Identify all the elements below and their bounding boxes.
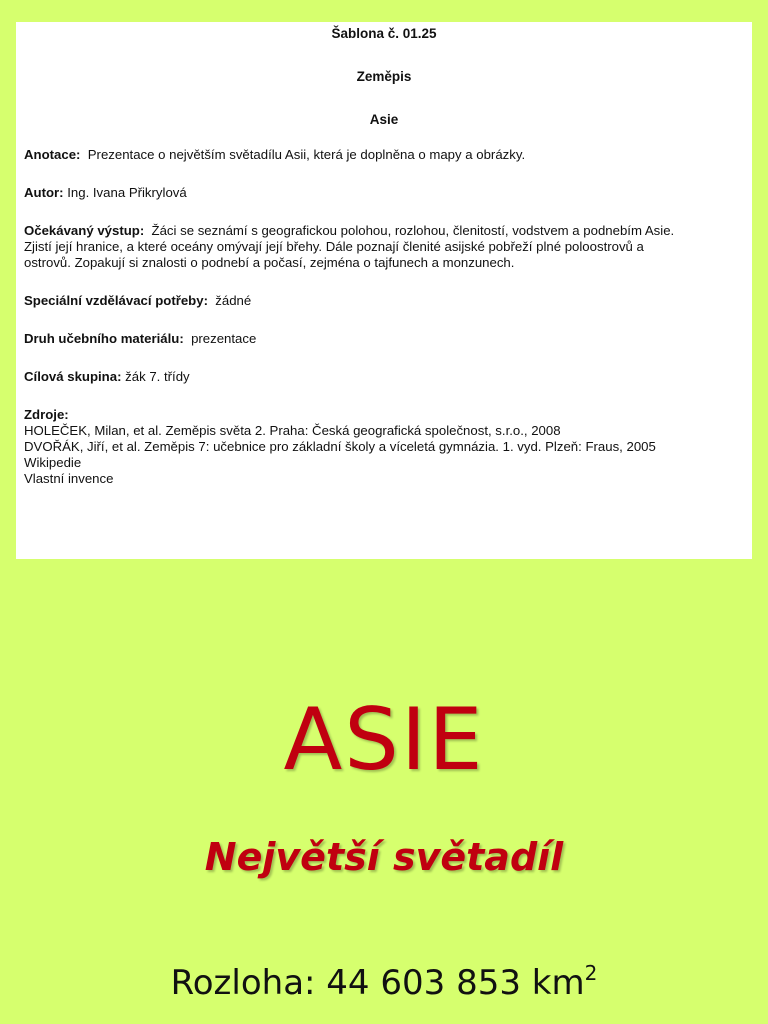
material-field <box>24 331 744 347</box>
group-text: žák 7. třídy <box>125 369 190 384</box>
outcome-line: Zjistí její hranice, a které oceány omývají její břehy. Dále poznají členité asijské pobřeží plné poloostrovů a <box>24 239 644 254</box>
outcome-line: Žáci se seznámí s geografickou polohou, rozlohou, členitostí, vodstvem a podnebím Asie. <box>151 223 675 238</box>
source-item: DVOŘÁK, Jiří, et al. Zeměpis 7: učebnice pro základní školy a víceletá gymnázia. 1. vyd. Plzeň: Fraus, 2005 <box>24 439 656 454</box>
needs-field <box>24 293 744 309</box>
topic-heading: Asie <box>369 112 399 127</box>
annotation-text: Prezentace o největším světadílu Asii, která je doplněna o mapy a obrázky. <box>87 147 526 162</box>
annotation-label: Anotace: <box>24 147 81 162</box>
title-slide <box>0 560 768 1024</box>
source-item: Wikipedie <box>24 455 82 470</box>
group-field <box>24 369 744 385</box>
source-item: HOLEČEK, Milan, et al. Zeměpis světa 2. Praha: Česká geografická společnost, s.r.o., 2008 <box>24 423 561 438</box>
author-label: Autor: <box>24 185 64 200</box>
slide-subtitle: Největší světadíl <box>204 835 564 879</box>
area-unit-exponent: 2 <box>584 961 598 985</box>
slide-title: ASIE <box>283 690 485 790</box>
outcome-label: Očekávaný výstup: <box>24 223 145 238</box>
material-text: prezentace <box>191 331 257 346</box>
needs-text: žádné <box>215 293 252 308</box>
info-slide <box>16 22 752 559</box>
annotation-field <box>24 147 744 163</box>
template-number: Šablona č. 01.25 <box>331 26 437 41</box>
needs-label: Speciální vzdělávací potřeby: <box>24 293 208 308</box>
author-text: Ing. Ivana Přikrylová <box>67 185 187 200</box>
material-label: Druh učebního materiálu: <box>24 331 184 346</box>
group-label: Cílová skupina: <box>24 369 122 384</box>
subject-heading: Zeměpis <box>356 69 412 84</box>
source-item: Vlastní invence <box>24 471 114 486</box>
author-field <box>24 185 744 201</box>
outcome-line: ostrovů. Zopakují si znalosti o podnebí a počasí, zejména o tajfunech a monzunech. <box>24 255 515 270</box>
sources-label: Zdroje: <box>24 407 69 422</box>
area-text <box>0 948 768 1008</box>
outcome-field <box>24 223 744 271</box>
area-value: Rozloha: 44 603 853 km <box>170 963 585 1003</box>
sources-field <box>24 407 744 487</box>
